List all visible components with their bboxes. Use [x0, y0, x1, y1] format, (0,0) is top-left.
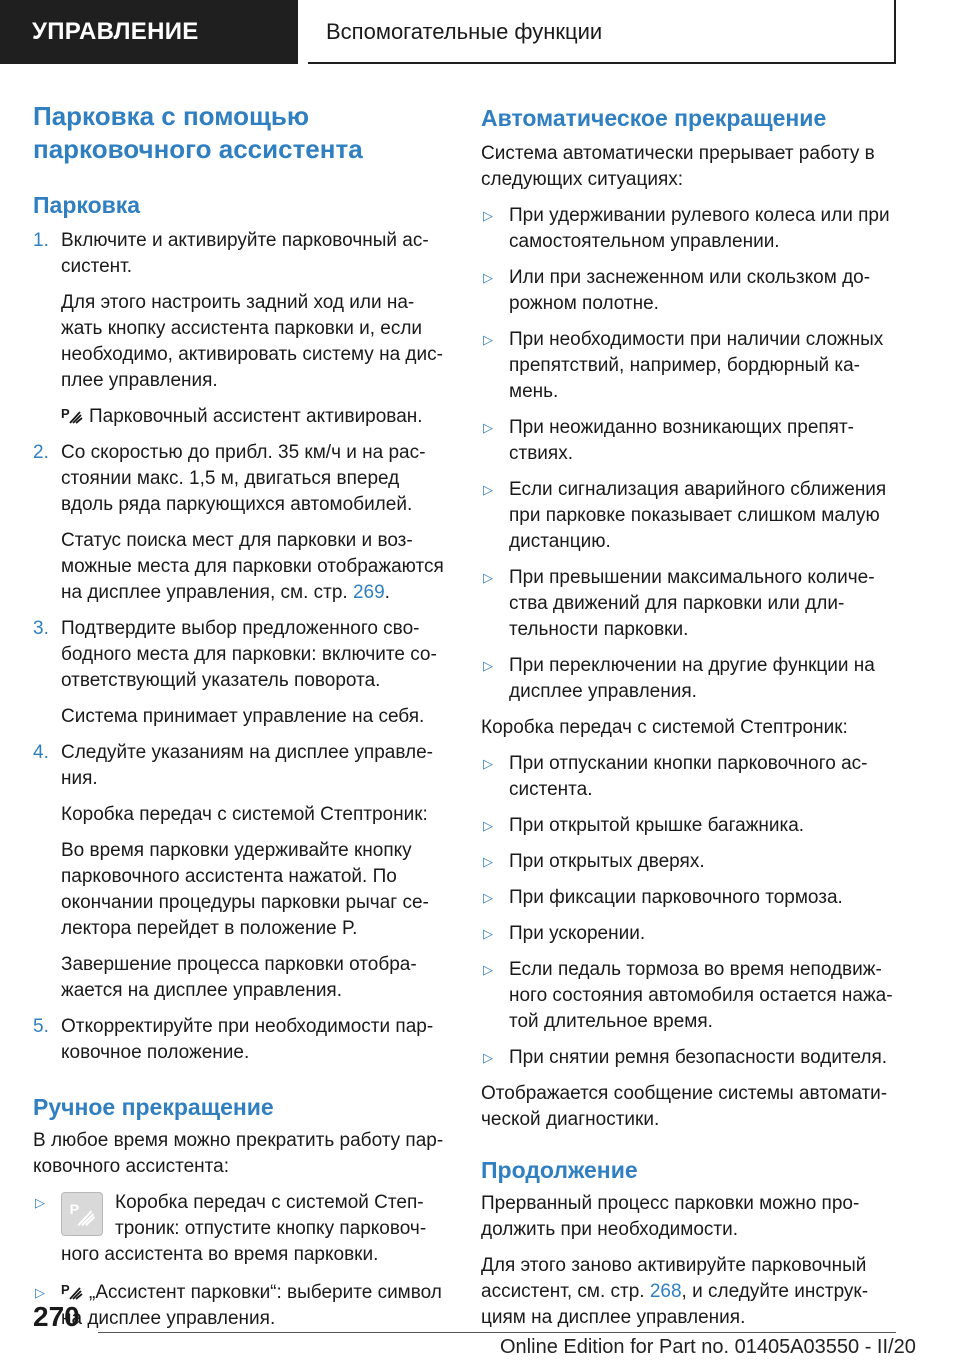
bullet-text: Если педаль тормоза во время неподвижного состояния автомобиля остается нажатой длительное время.	[509, 959, 893, 1032]
triangle-bullet-icon: ▷	[483, 890, 493, 905]
step-text: Включите и активируйте парковочный ассистент.	[61, 230, 429, 277]
step-text: Со скоростью до прибл. 35 км/ч и на расстоянии макс. 1,5 м, двигаться вперед вдоль ряда паркующихся автомобилей.	[61, 442, 426, 515]
triangle-bullet-icon: ▷	[483, 854, 493, 869]
continue-text-part: , и следуйте инструкциям на дисплее управления.	[481, 1281, 869, 1328]
manual-bullet-text	[61, 1280, 448, 1332]
footer-divider	[98, 1332, 896, 1333]
step-number: 5.	[33, 1016, 49, 1037]
step-5	[33, 1014, 448, 1066]
triangle-bullet-icon: ▷	[483, 420, 493, 435]
bullet-text: Если сигнализация аварийного сближения при парковке показывает слишком малую дистанцию.	[509, 479, 887, 552]
step-2	[33, 440, 448, 606]
manual-bullet-2	[33, 1280, 448, 1332]
bullet-item	[481, 813, 896, 839]
step-subtext: Коробка передач с системой Стептроник:	[61, 804, 428, 825]
left-column	[33, 100, 448, 1332]
auto-intro: Система автоматически прерывает работу в следующих ситуациях:	[481, 143, 875, 190]
manual-intro: В любое время можно прекратить работу парковочного ассистента:	[33, 1130, 444, 1177]
bullet-item	[481, 203, 896, 255]
heading-continue: Продолжение	[481, 1157, 638, 1183]
triangle-bullet-icon: ▷	[35, 1195, 45, 1210]
bullet-item	[481, 477, 896, 555]
step-subtext: Для этого настроить задний ход или нажать кнопку ассистента парковки и, если необходимо, активировать систему на дисплее управления.	[61, 292, 443, 391]
bullet-text: При превышении максимального количества движений для парковки или длительности парковки.	[509, 567, 875, 640]
step-subtext: Система принимает управление на себя.	[61, 706, 425, 727]
svg-text:P: P	[69, 1202, 80, 1218]
parking-assistant-icon	[61, 1281, 83, 1301]
page-link-269[interactable]: 269	[352, 582, 385, 603]
bullet-item	[481, 849, 896, 875]
step-icon-note	[61, 404, 448, 430]
chapter-title: Вспомогательные функции	[308, 0, 896, 64]
bullet-text: При отпускании кнопки парковочного ассистента.	[509, 753, 868, 800]
manual-bullet-1	[33, 1190, 448, 1268]
page-number: 270	[33, 1301, 80, 1332]
step-number: 2.	[33, 442, 49, 463]
triangle-bullet-icon: ▷	[483, 570, 493, 585]
bullet-text: При переключении на другие функции на дисплее управления.	[509, 655, 875, 702]
step-1	[33, 228, 448, 430]
step-subtext-part: Статус поиска мест для парковки и возможные места для парковки отображаются на дисплее управления, см. стр.	[61, 530, 444, 603]
footer-edition: Online Edition for Part no. 01405A03550 - II/20	[500, 1336, 916, 1358]
bullet-item	[481, 885, 896, 911]
continue-text-part: Для этого заново активируйте парковочный ассистент, см. стр.	[481, 1255, 867, 1302]
bullet-item	[481, 565, 896, 643]
step-subtext-part: .	[384, 582, 390, 603]
svg-text:P: P	[61, 406, 70, 421]
bullet-text: Или при заснеженном или скользком дорожном полотне.	[509, 267, 871, 314]
bullet-item	[481, 653, 896, 705]
step-text: Следуйте указаниям на дисплее управления.	[61, 742, 433, 789]
triangle-bullet-icon: ▷	[483, 482, 493, 497]
triangle-bullet-icon: ▷	[483, 926, 493, 941]
step-number: 1.	[33, 230, 49, 251]
step-subtext: Завершение процесса парковки отображается на дисплее управления.	[61, 954, 417, 1001]
step-subtext: Во время парковки удерживайте кнопку парковочного ассистента нажатой. По окончании процедуры парковки рычаг селектора перейдет в положение P.	[61, 840, 429, 939]
icon-note-text: Парковочный ассистент активирован.	[89, 406, 423, 427]
manual-bullet-text-part: „Ассистент парковки“: выберите символ на дисплее управления.	[61, 1282, 442, 1329]
section-tab: УПРАВЛЕНИЕ	[0, 0, 298, 64]
step-text: Подтвердите выбор предложенного свободного места для парковки: включите соответствующий указатель поворота.	[61, 618, 437, 691]
step-4	[33, 740, 448, 1004]
continue-text-1: Прерванный процесс парковки можно продолжить при необходимости.	[481, 1193, 860, 1240]
heading-parking: Парковка	[33, 192, 141, 218]
bullet-item	[481, 921, 896, 947]
bullet-item	[481, 415, 896, 467]
right-column	[481, 100, 896, 1331]
manual-bullet-text: Коробка передач с системой Стептроник: отпустите кнопку парковочного ассистента во время парковки.	[61, 1192, 427, 1265]
triangle-bullet-icon: ▷	[483, 962, 493, 977]
bullet-item	[481, 265, 896, 317]
triangle-bullet-icon: ▷	[483, 208, 493, 223]
bullet-item	[481, 1045, 896, 1071]
triangle-bullet-icon: ▷	[483, 658, 493, 673]
step-number: 4.	[33, 742, 49, 763]
steptronic-bullets-list	[481, 751, 896, 1071]
bullet-text: При необходимости при наличии сложных препятствий, например, бордюрный камень.	[509, 329, 884, 402]
bullet-text: При ускорении.	[509, 923, 646, 944]
bullet-item	[481, 957, 896, 1035]
parking-assistant-icon	[61, 405, 83, 425]
continue-text-2	[481, 1253, 896, 1331]
bullet-text: При удерживании рулевого колеса или при самостоятельном управлении.	[509, 205, 890, 252]
bullet-text: При фиксации парковочного тормоза.	[509, 887, 843, 908]
step-subtext	[61, 528, 448, 606]
auto-bullets-list	[481, 203, 896, 705]
triangle-bullet-icon: ▷	[483, 756, 493, 771]
steptronic-label: Коробка передач с системой Стептроник:	[481, 717, 848, 738]
page-link-268[interactable]: 268	[649, 1281, 682, 1302]
step-3	[33, 616, 448, 730]
section-title-line1: Парковка с помощью	[33, 101, 310, 131]
svg-text:P: P	[61, 1282, 70, 1297]
heading-auto-stop: Автоматическое прекращение	[481, 105, 827, 131]
triangle-bullet-icon: ▷	[483, 818, 493, 833]
bullet-item	[481, 751, 896, 803]
triangle-bullet-icon: ▷	[483, 332, 493, 347]
bullet-text: При открытых дверях.	[509, 851, 705, 872]
auto-outro: Отображается сообщение системы автоматической диагностики.	[481, 1083, 888, 1130]
bullet-text: При неожиданно возникающих препятствиях.	[509, 417, 854, 464]
bullet-item	[481, 327, 896, 405]
section-title-line2: парковочного ассистента	[33, 134, 363, 164]
page-header	[0, 0, 960, 64]
parking-button-icon	[61, 1192, 103, 1236]
triangle-bullet-icon: ▷	[483, 270, 493, 285]
heading-manual-stop: Ручное прекращение	[33, 1094, 274, 1120]
bullet-text: При снятии ремня безопасности водителя.	[509, 1047, 888, 1068]
triangle-bullet-icon: ▷	[35, 1285, 45, 1300]
triangle-bullet-icon: ▷	[483, 1050, 493, 1065]
step-number: 3.	[33, 618, 49, 639]
step-text: Откорректируйте при необходимости парковочное положение.	[61, 1016, 434, 1063]
bullet-text: При открытой крышке багажника.	[509, 815, 805, 836]
